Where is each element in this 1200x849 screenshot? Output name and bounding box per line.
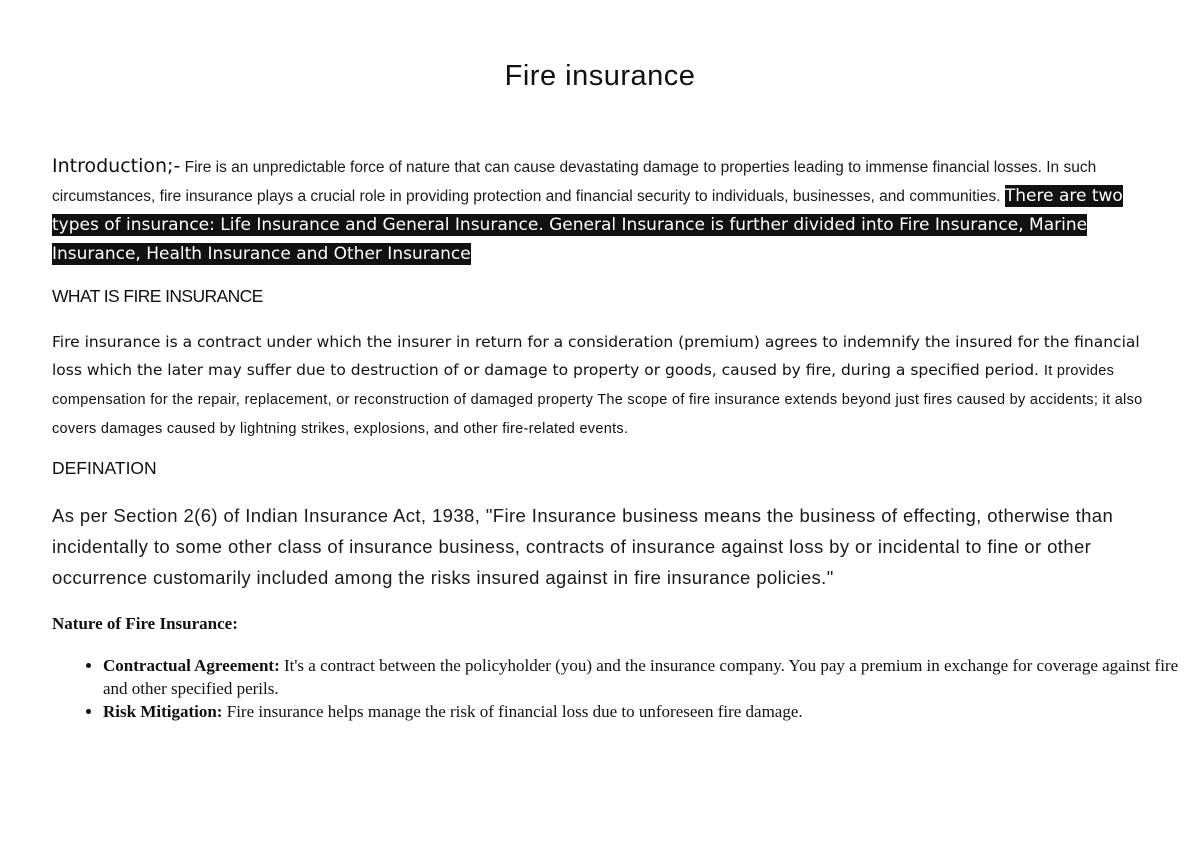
list-item-text: Fire insurance helps manage the risk of financial loss due to unforeseen fire damage. [226,702,803,721]
list-item [103,700,1183,723]
nature-list [52,654,1183,723]
definition-paragraph: As per Section 2(6) of Indian Insurance Act, 1938, "Fire Insurance business means the business of effecting, otherwise than incidentally to some other class of insurance business, contracts of insurance against loss by or incidental to fine or other occurrence customarily included among the risks insured against in fire insurance policies." [52,505,1114,588]
list-item [103,654,1183,700]
what-is-heading: WHAT IS FIRE INSURANCE [52,286,263,306]
list-item-term: Risk Mitigation: [103,702,223,721]
what-is-scope-text: It provides compensation for the repair, replacement, or reconstruction of damaged property The scope of fire insurance extends beyond just fires caused by accidents; it also covers damages caused by lightning strikes, explosions, and other fire-related events. [52,363,1143,437]
what-is-definition-text: Fire insurance is a contract under which the insurer in return for a consideration (premium) agrees to indemnify the insured for the financial loss which the later may suffer due to destruction of or damage to property or goods, caused by fire, during a specified period. [52,333,1140,379]
introduction-text: Fire is an unpredictable force of nature that can cause devastating damage to properties leading to immense financial losses. In such circumstances, fire insurance plays a crucial role in providing protection and financial security to individuals, businesses, and communities. [52,159,1097,205]
page-title: Fire insurance [504,60,696,92]
highlighted-text: There are two types of insurance: Life Insurance and General Insurance. General Insurance is further divided into Fire Insurance, Marine Insurance, Health Insurance and Other Insurance [52,186,1123,264]
nature-heading: Nature of Fire Insurance: [52,614,238,633]
list-item-term: Contractual Agreement: [103,656,280,675]
list-item-text: It's a contract between the policyholder (you) and the insurance company. You pay a premium in exchange for coverage against fire and other specified perils. [103,656,1179,698]
what-is-paragraph [52,328,1152,443]
definition-heading: DEFINATION [52,458,157,478]
introduction-paragraph [52,152,1152,269]
introduction-label: Introduction;- [52,155,181,177]
